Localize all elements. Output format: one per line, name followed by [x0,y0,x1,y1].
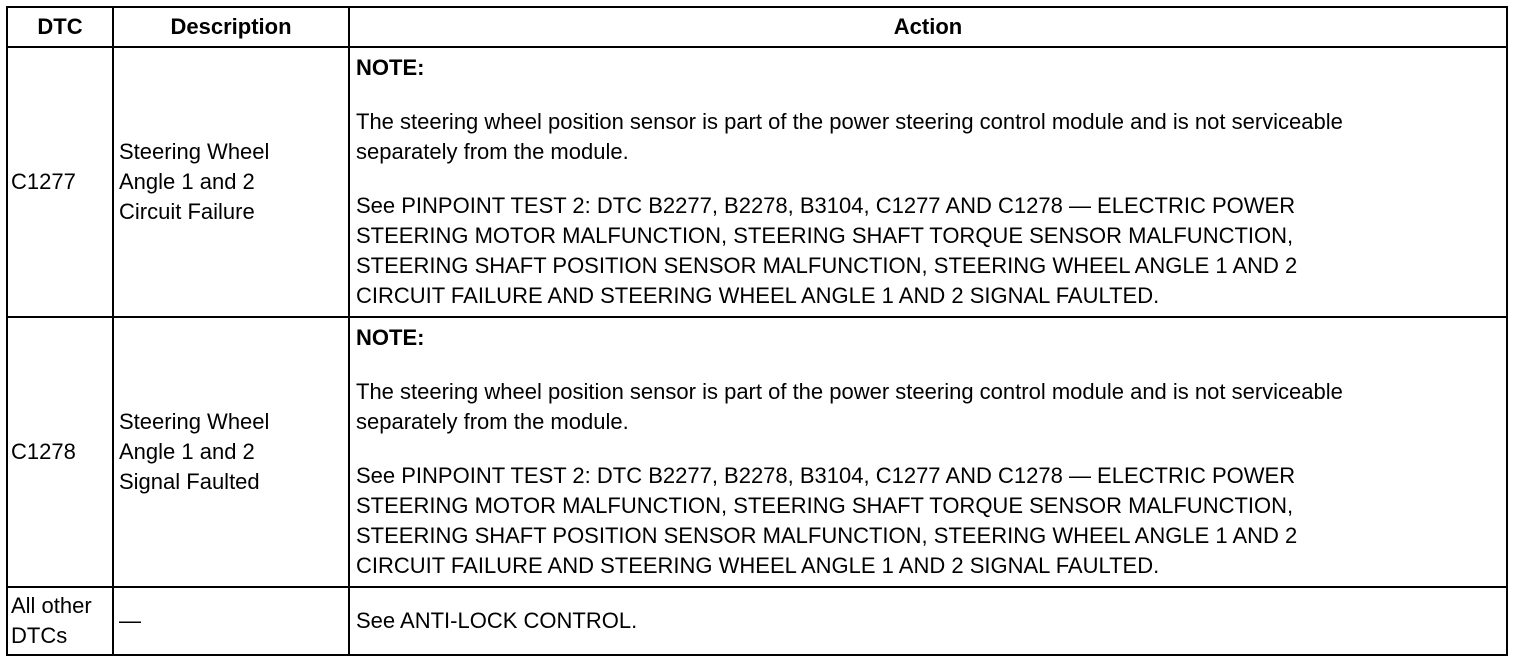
note-line: separately from the module. [356,409,629,434]
note-text [356,377,1500,437]
note-line: separately from the module. [356,139,629,164]
dtc-code-line: All other [11,593,92,618]
header-action: Action [349,7,1507,47]
table-row [7,47,1507,317]
action-line: STEERING SHAFT POSITION SENSOR MALFUNCTION, STEERING WHEEL ANGLE 1 AND 2 [356,253,1298,278]
action-text [356,461,1500,581]
description-line: Angle 1 and 2 [119,439,255,464]
action-line: See PINPOINT TEST 2: DTC B2277, B2278, B3104, C1277 AND C1278 — ELECTRIC POWER [356,463,1296,488]
table-header-row [7,7,1507,47]
dtc-action [349,317,1507,587]
description-line: Steering Wheel [119,409,270,434]
dtc-description [113,317,349,587]
description-line: Circuit Failure [119,199,255,224]
dtc-action: See ANTI-LOCK CONTROL. [349,587,1507,655]
table-row [7,317,1507,587]
action-line: See PINPOINT TEST 2: DTC B2277, B2278, B3104, C1277 AND C1278 — ELECTRIC POWER [356,193,1296,218]
description-line: Steering Wheel [119,139,270,164]
dtc-action [349,47,1507,317]
dtc-description [113,47,349,317]
action-line: STEERING MOTOR MALFUNCTION, STEERING SHAFT TORQUE SENSOR MALFUNCTION, [356,493,1294,518]
description-line: Signal Faulted [119,469,260,494]
action-line: STEERING SHAFT POSITION SENSOR MALFUNCTION, STEERING WHEEL ANGLE 1 AND 2 [356,523,1298,548]
table-row [7,587,1507,655]
note-label: NOTE: [356,325,425,350]
dtc-code-line: DTCs [11,623,68,648]
header-dtc: DTC [7,7,113,47]
dtc-code: C1278 [7,317,113,587]
note-label: NOTE: [356,55,425,80]
action-line: CIRCUIT FAILURE AND STEERING WHEEL ANGLE 1 AND 2 SIGNAL FAULTED. [356,553,1160,578]
dtc-description: — [113,587,349,655]
dtc-code [7,587,113,655]
dtc-code: C1277 [7,47,113,317]
action-line: CIRCUIT FAILURE AND STEERING WHEEL ANGLE 1 AND 2 SIGNAL FAULTED. [356,283,1160,308]
action-text [356,191,1500,311]
note-line: The steering wheel position sensor is part of the power steering control module and is not serviceable [356,379,1343,404]
note-line: The steering wheel position sensor is part of the power steering control module and is not serviceable [356,109,1343,134]
header-description: Description [113,7,349,47]
description-line: Angle 1 and 2 [119,169,255,194]
dtc-table-container [6,6,1508,656]
action-line: STEERING MOTOR MALFUNCTION, STEERING SHAFT TORQUE SENSOR MALFUNCTION, [356,223,1294,248]
note-text [356,107,1500,167]
dtc-table [6,6,1508,656]
